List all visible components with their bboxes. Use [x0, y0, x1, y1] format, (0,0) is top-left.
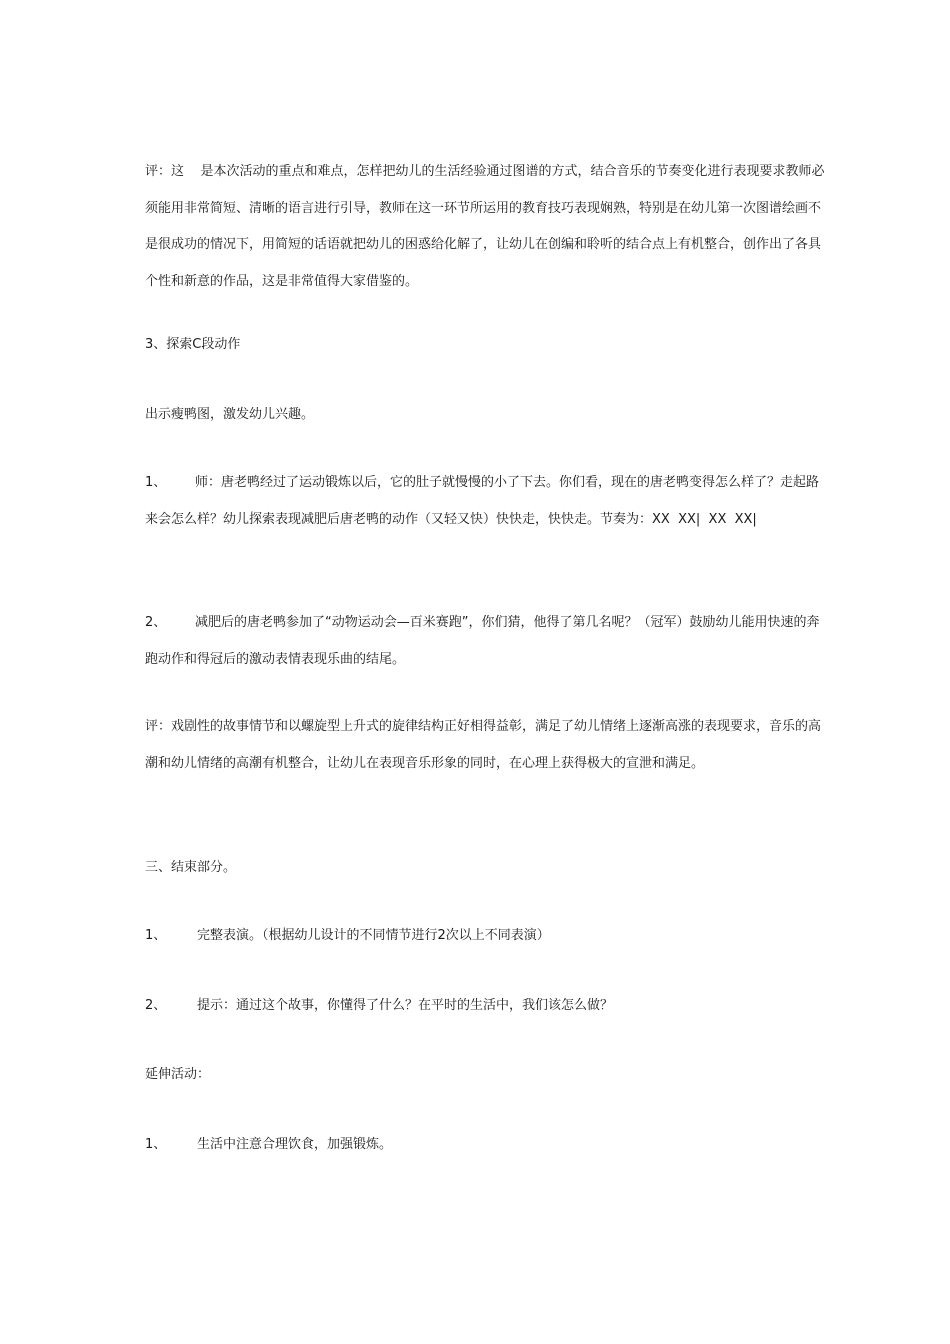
end-item-1-text: 完整表演。（根据幼儿设计的不同情节进行2次以上不同表演）: [197, 928, 550, 943]
show-picture-line: 出示瘦鸭图，激发幼儿兴趣。: [145, 407, 315, 422]
list-item-1-text: 师：唐老鸭经过了运动锻炼以后，它的肚子就慢慢的小了下去。你们看，现在的唐老鸭变得怎么样了？走起路来会怎么样？幼儿探索表现减肥后唐老鸭的动作（又轻又快）快快走，快快走。节奏为：XX XX| XX XX|: [145, 475, 820, 527]
end-item-2: [145, 988, 825, 1025]
end-item-2-number: 2、: [145, 998, 167, 1013]
list-item-2-text: 减肥后的唐老鸭参加了“动物运动会—百米赛跑”，你们猜，他得了第几名呢？（冠军）鼓励幼儿能用快速的奔跑动作和得冠后的激动表情表现乐曲的结尾。: [145, 615, 820, 667]
extension-item-1: [145, 1127, 825, 1164]
end-item-1: [145, 918, 825, 955]
end-item-1-number: 1、: [145, 928, 167, 943]
part-3-heading: 三、结束部分。: [145, 860, 237, 875]
comment-paragraph-1: 评：这 是本次活动的重点和难点，怎样把幼儿的生活经验通过图谱的方式，结合音乐的节奏变化进行表现要求教师必须能用非常简短、清晰的语言进行引导，教师在这一环节所运用的教育技巧表现娴熟，特别是在幼儿第一次图谱绘画不是很成功的情况下，用简短的话语就把幼儿的困惑给化解了，让幼儿在创编和聆听的结合点上有机整合，创作出了各具个性和新意的作品，这是非常值得大家借鉴的。: [145, 164, 825, 289]
extension-item-1-text: 生活中注意合理饮食，加强锻炼。: [197, 1137, 393, 1152]
list-item-1-number: 1、: [145, 475, 167, 490]
list-item-2-number: 2、: [145, 615, 167, 630]
comment-paragraph-2: 评：戏剧性的故事情节和以螺旋型上升式的旋律结构正好相得益彰，满足了幼儿情绪上逐渐高涨的表现要求，音乐的高潮和幼儿情绪的高潮有机整合，让幼儿在表现音乐形象的同时，在心理上获得极大的宣泄和满足。: [145, 719, 822, 771]
extension-item-1-number: 1、: [145, 1137, 167, 1152]
section-3-heading: 3、探索C段动作: [145, 337, 241, 352]
extension-heading: 延伸活动：: [145, 1067, 211, 1082]
list-item-2: [145, 605, 825, 678]
list-item-1: [145, 465, 825, 538]
end-item-2-text: 提示：通过这个故事，你懂得了什么？在平时的生活中，我们该怎么做？: [197, 998, 614, 1013]
